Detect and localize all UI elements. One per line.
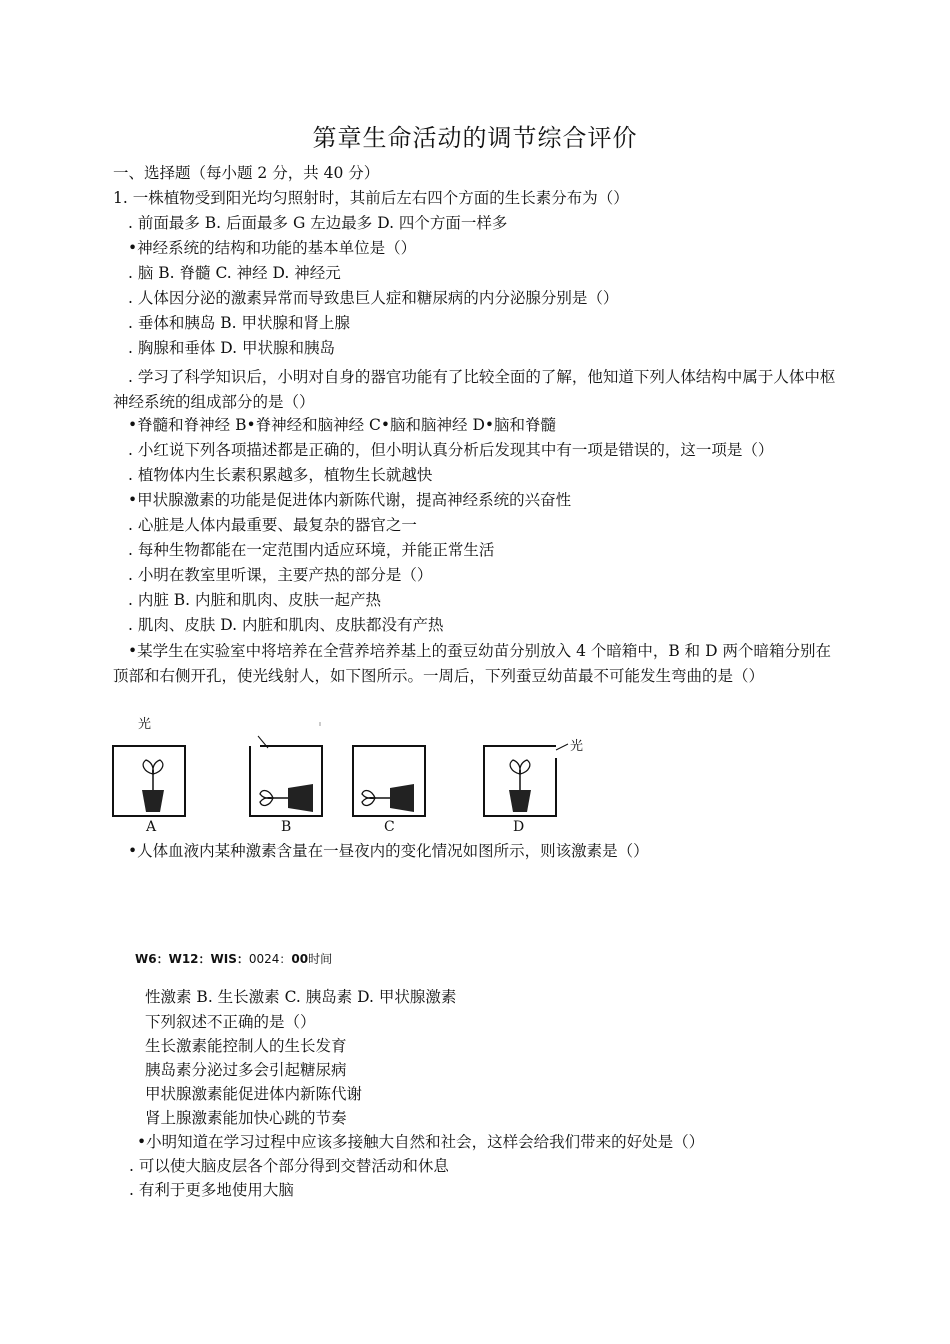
option-line: . 植物体内生长素积累越多，植物生长就越快	[128, 466, 433, 484]
option-line: 性激素 B. 生长激素 C. 胰岛素 D. 甲状腺激素	[145, 988, 457, 1006]
light-label-b: 光	[138, 717, 152, 732]
time-axis-labels	[135, 950, 332, 967]
question-6: . 小明在教室里听课，主要产热的部分是（）	[128, 566, 433, 584]
axis-times-bold-2: 00	[291, 952, 309, 966]
question-8: •人体血液内某种激素含量在一昼夜内的变化情况如图所示，则该激素是（）	[128, 842, 649, 860]
option-line: . 内脏 B. 内脏和肌肉、皮肤一起产热	[128, 591, 382, 609]
box-c	[353, 746, 425, 816]
option-line: . 可以使大脑皮层各个部分得到交替活动和休息	[129, 1157, 449, 1175]
option-line: . 垂体和胰岛 B. 甲状腺和肾上腺	[128, 314, 351, 332]
option-line: . 胸腺和垂体 D. 甲状腺和胰岛	[128, 339, 336, 357]
option-line: •脊髓和脊神经 B•脊神经和脑神经 C•脑和脑神经 D•脑和脊髓	[128, 416, 557, 434]
option-line: 肾上腺激素能加快心跳的节奏	[145, 1109, 347, 1127]
question-7: •某学生在实验室中将培养在全营养培养基上的蚕豆幼苗分别放入 4 个暗箱中，B 和 D 两个暗箱分别在顶部和右侧开孔，使光线射人，如下图所示。一周后，下列蚕豆幼苗最不可能发生弯曲的是（）	[113, 642, 831, 685]
axis-title: 时间	[308, 952, 333, 966]
figure-label-d: D	[513, 819, 525, 835]
question-4: . 学习了科学知识后，小明对自身的器官功能有了比较全面的了解，他知道下列人体结构中属于人体中枢神经系统的组成部分的是（）	[113, 368, 836, 411]
box-d	[484, 744, 568, 816]
box-a	[113, 746, 185, 816]
box-b	[250, 736, 322, 816]
question-2: •神经系统的结构和功能的基本单位是（）	[128, 239, 417, 257]
question-10: •小明知道在学习过程中应该多接触大自然和社会，这样会给我们带来的好处是（）	[137, 1133, 705, 1151]
question-9: 下列叙述不正确的是（）	[145, 1013, 316, 1031]
page-title: 第章生命活动的调节综合评价	[312, 124, 638, 152]
axis-times-bold: W6：W12：WIS：	[135, 952, 249, 966]
option-line: 胰岛素分泌过多会引起糖尿病	[145, 1061, 347, 1079]
option-line: •甲状腺激素的功能是促进体内新陈代谢，提高神经系统的兴奋性	[128, 491, 572, 509]
option-line: . 有利于更多地使用大脑	[129, 1181, 294, 1199]
option-line: . 肌肉、皮肤 D. 内脏和肌肉、皮肤都没有产热	[128, 616, 444, 634]
option-line: 生长激素能控制人的生长发育	[145, 1037, 347, 1055]
question-5: . 小红说下列各项描述都是正确的，但小明认真分析后发现其中有一项是错误的，这一项是（）	[128, 441, 774, 459]
option-line: . 前面最多 B. 后面最多 G 左边最多 D. 四个方面一样多	[128, 214, 508, 232]
figure-label-c: C	[384, 819, 395, 835]
option-line: . 心脏是人体内最重要、最复杂的器官之一	[128, 516, 417, 534]
figure-label-a: A	[146, 819, 157, 835]
section-heading: 一、选择题（每小题 2 分，共 40 分）	[113, 164, 380, 182]
question-1: 1. 一株植物受到阳光均匀照射时，其前后左右四个方面的生长素分布为（）	[113, 189, 629, 207]
option-line: . 每种生物都能在一定范围内适应环境，并能正常生活	[128, 541, 495, 559]
light-label-d: 光	[570, 739, 584, 754]
option-line: . 脑 B. 脊髓 C. 神经 D. 神经元	[128, 264, 341, 282]
axis-times: 0024：	[248, 952, 292, 966]
question-3: . 人体因分泌的激素异常而导致患巨人症和糖尿病的内分泌腺分别是（）	[128, 289, 619, 307]
figure-label-b: B	[281, 819, 292, 835]
option-line: 甲状腺激素能促进体内新陈代谢	[145, 1085, 363, 1103]
seedling-boxes-figure	[108, 716, 598, 846]
